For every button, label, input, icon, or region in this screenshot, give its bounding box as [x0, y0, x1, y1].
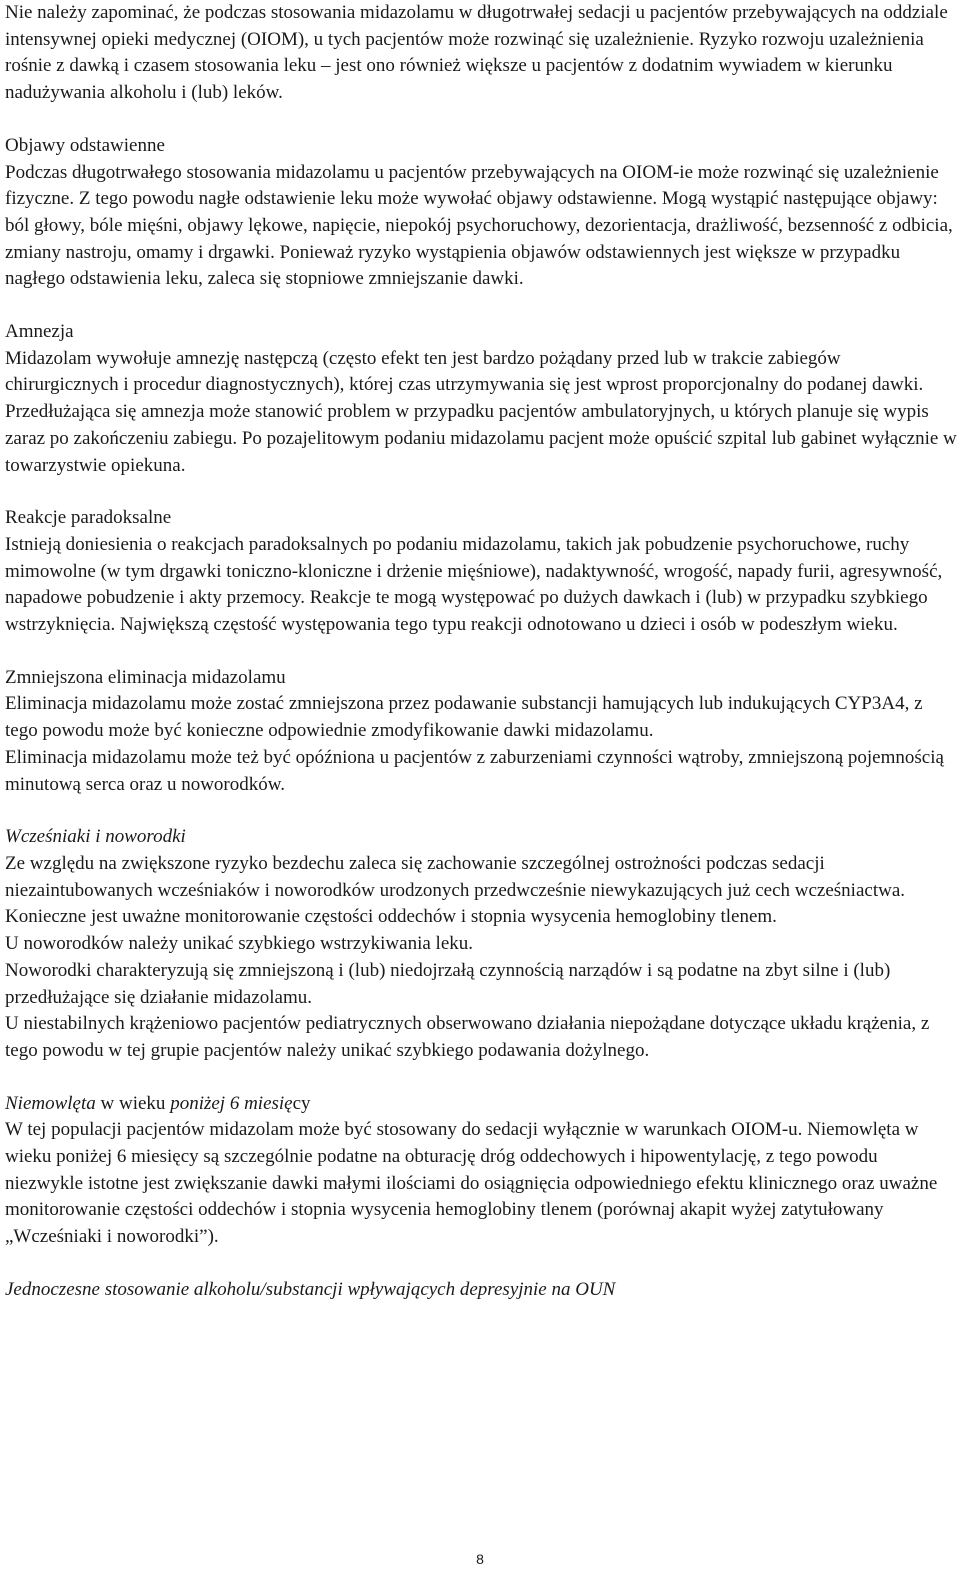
- section-withdrawal: [5, 133, 957, 293]
- premature-paragraph-4: U niestabilnych krążeniowo pacjentów pediatrycznych obserwowano działania niepożądane dotyczące układu krążenia, z tego powodu w tej grupie pacjentów należy unikać szybkiego podawania dożylnego.: [5, 1013, 930, 1061]
- section-amnesia: [5, 319, 957, 479]
- section-heading-amnesia: Amnezja: [5, 321, 74, 343]
- section-heading-elimination: Zmniejszona eliminacja midazolamu: [5, 666, 286, 688]
- section-infants: [5, 1091, 957, 1251]
- section-heading-paradoxical: Reakcje paradoksalne: [5, 507, 172, 529]
- heading-infants-part-2: w wieku: [95, 1092, 171, 1114]
- section-heading-premature: Wcześniaki i noworodki: [5, 826, 186, 848]
- section-premature: [5, 824, 957, 1064]
- section-heading-withdrawal: Objawy odstawienne: [5, 134, 165, 156]
- section-heading-alcohol: Jednoczesne stosowanie alkoholu/substancji wpływających depresyjnie na OUN: [5, 1278, 616, 1300]
- document-page: [5, 0, 957, 1304]
- withdrawal-paragraph: Podczas długotrwałego stosowania midazolamu u pacjentów przebywających na OIOM-ie może rozwinąć się uzależnienie fizyczne. Z tego powodu nagłe odstawienie leku może wywołać objawy odstawienne. Mogą wystąpić następujące objawy: ból głowy, bóle mięśni, objawy lękowe, napięcie, niepokój psychoruchowy, dezorientacja, drażliwość, bezsenność z odbicia, zmiany nastroju, omamy i drgawki. Ponieważ ryzyko wystąpienia objawów odstawiennych jest większe w przypadku nagłego odstawienia leku, zaleca się stopniowe zmniejszanie dawki.: [5, 161, 953, 290]
- section-elimination: [5, 665, 957, 799]
- premature-paragraph-2: U noworodków należy unikać szybkiego wstrzykiwania leku.: [5, 933, 474, 955]
- elimination-paragraph-2: Eliminacja midazolamu może też być opóźniona u pacjentów z zaburzeniami czynności wątroby, zmniejszoną pojemnością minutową serca oraz u noworodków.: [5, 746, 944, 795]
- heading-infants-part-3: poniżej 6 miesię: [170, 1092, 293, 1114]
- infants-paragraph: W tej populacji pacjentów midazolam może być stosowany do sedacji wyłącznie w warunkach OIOM-u. Niemowlęta w wieku poniżej 6 miesięcy są szczególnie podatne na obturację dróg oddechowych i hipowentylację, z tego powodu niezwykle istotne jest zwiększanie dawki małymi ilościami do osiągnięcia odpowiedniego efektu klinicznego oraz uważne monitorowanie częstości oddechów i stopnia wysycenia hemoglobiny tlenem (porównaj akapit wyżej zatytułowany „Wcześniaki i noworodki”).: [5, 1119, 938, 1248]
- elimination-paragraph-1: Eliminacja midazolamu może zostać zmniejszona przez podawanie substancji hamujących lub indukujących CYP3A4, z tego powodu może być konieczne odpowiednie zmodyfikowanie dawki midazolamu.: [5, 693, 923, 742]
- section-paradoxical: [5, 505, 957, 639]
- premature-paragraph-1: Ze względu na zwiększone ryzyko bezdechu zaleca się zachowanie szczególnej ostrożności podczas sedacji niezaintubowanych wcześniaków i noworodków urodzonych przedwcześnie niewykazujących już cech wcześniactwa. Konieczne jest uważne monitorowanie częstości oddechów i stopnia wysycenia hemoglobiny tlenem.: [5, 852, 906, 928]
- heading-infants-part-4: cy: [292, 1092, 311, 1114]
- heading-infants-part-1: Niemowlęta: [5, 1092, 96, 1114]
- amnesia-paragraph: Midazolam wywołuje amnezję następczą (często efekt ten jest bardzo pożądany przed lub w trakcie zabiegów chirurgicznych i procedur diagnostycznych), której czas utrzymywania się jest wprost proporcjonalny do podanej dawki. Przedłużająca się amnezja może stanowić problem w przypadku pacjentów ambulatoryjnych, u których planuje się wypis zaraz po zakończeniu zabiegu. Po pozajelitowym podaniu midazolamu pacjent może opuścić szpital lub gabinet wyłącznie w towarzystwie opiekuna.: [5, 347, 957, 476]
- section-alcohol: [5, 1277, 957, 1304]
- intro-paragraph: Nie należy zapominać, że podczas stosowania midazolamu w długotrwałej sedacji u pacjentów przebywających na oddziale intensywnej opieki medycznej (OIOM), u tych pacjentów może rozwinąć się uzależnienie. Ryzyko rozwoju uzależnienia rośnie z dawką i czasem stosowania leku – jest ono również większe u pacjentów z dodatnim wywiadem w kierunku nadużywania alkoholu i (lub) leków.: [5, 2, 948, 104]
- section-heading-infants: [5, 1091, 957, 1118]
- premature-paragraph-3: Noworodki charakteryzują się zmniejszoną i (lub) niedojrzałą czynnością narządów i są podatne na zbyt silne i (lub) przedłużające się działanie midazolamu.: [5, 959, 891, 1008]
- page-number: 8: [476, 1551, 484, 1567]
- paradoxical-paragraph: Istnieją doniesienia o reakcjach paradoksalnych po podaniu midazolamu, takich jak pobudzenie psychoruchowe, ruchy mimowolne (w tym drgawki toniczno-kloniczne i drżenie mięśniowe), nadaktywność, wrogość, napady furii, agresywność, napadowe pobudzenie i akty przemocy. Reakcje te mogą występować po dużych dawkach i (lub) w przypadku szybkiego wstrzyknięcia. Największą częstość występowania tego typu reakcji odnotowano u dzieci i osób w podeszłym wieku.: [5, 533, 943, 636]
